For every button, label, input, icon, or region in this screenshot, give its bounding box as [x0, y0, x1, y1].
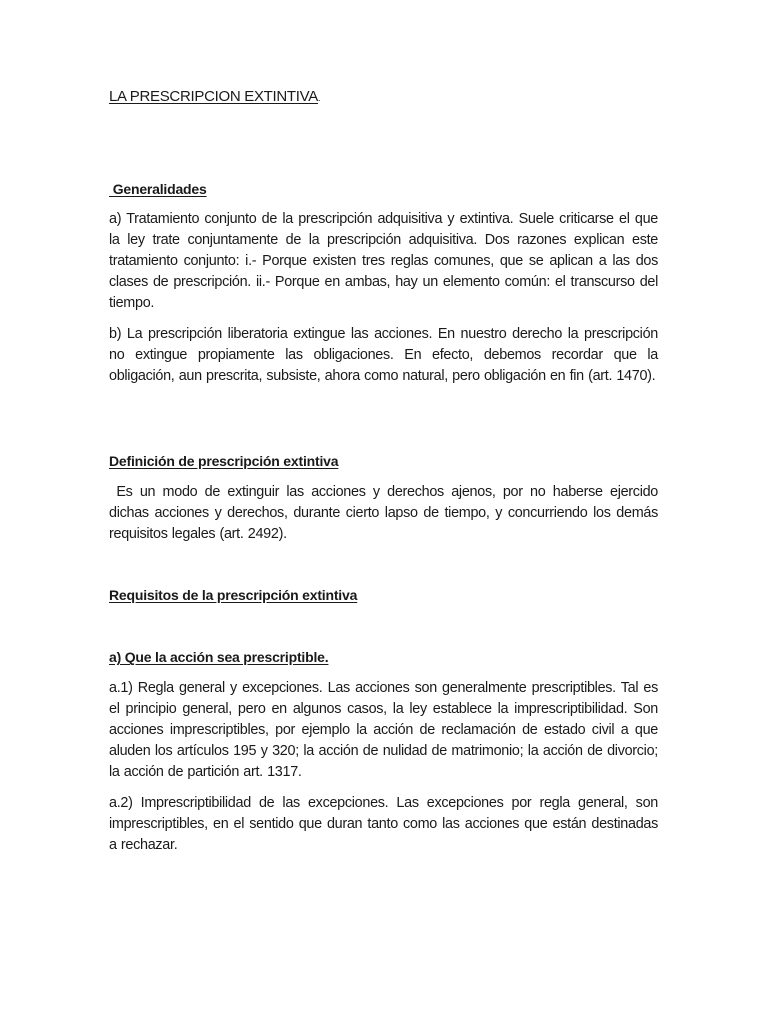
paragraph-imprescriptibilidad-excepciones: a.2) Imprescriptibilidad de las excepciones. Las excepciones por regla general, son imprescriptibles, en el sentido que duran tanto como las acciones que están destinadas a rechazar.	[109, 795, 658, 853]
section-heading-accion-prescriptible: a) Que la acción sea prescriptible.	[109, 649, 329, 665]
paragraph-tratamiento-conjunto: a) Tratamiento conjunto de la prescripción adquisitiva y extintiva. Suele criticarse el que la ley trate conjuntamente de la prescripción adquisitiva. Dos razones explican este tratamiento conjunto: i.- Porque existen tres reglas comunes, que se aplican a las dos clases de prescripción. ii.- Porque en ambas, hay un elemento común: el transcurso del tiempo.	[109, 211, 658, 311]
section-heading-requisitos: Requisitos de la prescripción extintiva	[109, 587, 358, 603]
document-title	[109, 88, 658, 107]
paragraph-regla-general: a.1) Regla general y excepciones. Las acciones son generalmente prescriptibles. Tal es el principio general, pero en algunos casos, la ley establece la imprescriptibilidad. Son acciones imprescriptibles, por ejemplo la acción de reclamación de estado civil a que aluden los artículos 195 y 320; la acción de nulidad de matrimonio; la acción de divorcio; la acción de partición art. 1317.	[109, 680, 658, 780]
document-title-suffix: .	[317, 93, 321, 103]
paragraph-definicion: Es un modo de extinguir las acciones y derechos ajenos, por no haberse ejercido dichas acciones y derechos, durante cierto lapso de tiempo, y concurriendo los demás requisitos legales (art. 2492).	[109, 484, 663, 542]
section-heading-definicion: Definición de prescripción extintiva	[109, 453, 339, 469]
document-title-text: LA PRESCRIPCION EXTINTIVA	[109, 88, 318, 105]
section-heading-generalidades: Generalidades	[109, 181, 207, 197]
paragraph-prescripcion-liberatoria: b) La prescripción liberatoria extingue las acciones. En nuestro derecho la prescripción no extingue propiamente las obligaciones. En efecto, debemos recordar que la obligación, aun prescrita, subsiste, ahora como natural, pero obligación en fin (art. 1470).	[109, 326, 658, 384]
